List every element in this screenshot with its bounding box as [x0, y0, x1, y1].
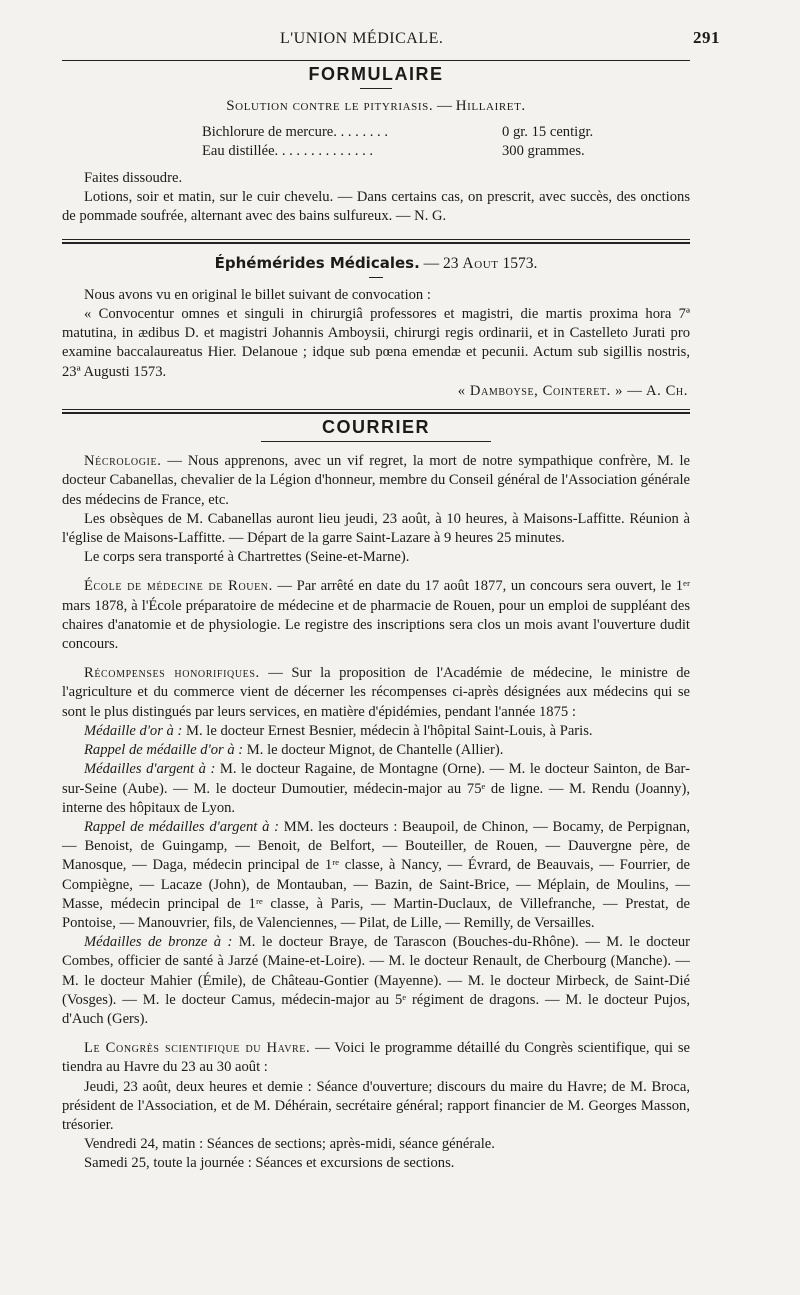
medaille-or-paragraph	[62, 722, 690, 741]
ephemerides-section	[62, 254, 690, 401]
ecole-paragraph	[62, 577, 690, 654]
necrologie-label: Nécrologie.	[84, 453, 162, 470]
title-underline	[360, 88, 392, 89]
medaille-or-label: Médaille d'or à :	[84, 722, 183, 739]
formula-heading-separator: —	[433, 98, 456, 115]
courrier-title: COURRIER	[321, 417, 430, 438]
formula-author: Hillairet.	[455, 98, 526, 115]
rappel-or-paragraph	[62, 741, 690, 760]
necrologie-paragraph	[62, 452, 690, 510]
recompenses-paragraph	[62, 664, 690, 722]
rappel-argent-text: MM. les docteurs : Beaupoil, de Chinon, — Bocamy, de Perpignan, — Benoist, de Guingamp, — Benoit, de Belfort, — Bouteiller, de Rouen, — Dauvergne père, de Manosque, — Daga, médecin principal de 1ʳᵉ classe, à Nancy, — Évrard, de Beauvais, — Fourrier, de Compiègne, — Lacaze (John), de Montauban, — Bazin, de Saint-Brice, — Méplain, de Moulins, — Masse, médecin principal de 1ʳᵉ classe, à Paris, — Martin-Duclaux, de Villefranche, — Prestat, de Pontoise, — Manouvrier, fils, de Valenciennes, — Pilat, de Lille, — Remilly, de Versailles.	[62, 818, 691, 931]
programme-jeudi: Jeudi, 23 août, deux heures et demie : Séance d'ouverture; discours du maire du Havre; de M. Broca, président de l'Association, et de M. Déhérain, secrétaire général; rapport financier de M. Georges Masson, trésorier.	[62, 1078, 690, 1133]
formula-name: Solution contre le pityriasis.	[226, 98, 434, 115]
page-number: 291	[693, 28, 720, 47]
ecole-label: École de médecine de Rouen.	[84, 578, 273, 595]
ingredient-row	[62, 142, 690, 161]
ingredient-amount: 0 gr. 15 centigr.	[502, 123, 594, 140]
programme-samedi: Samedi 25, toute la journée : Séances et excursions de sections.	[84, 1155, 455, 1172]
ephemerides-quote: « Convocentur omnes et singuli in chirurgiâ professores et magistri, die martis proxima hora 7ª matutina, in ædibus D. et magistri Johannis Amboysii, chirurgi regis ordinarii, et in Castelleto Jurati pro examine baccalaureatus Hier. Delanoue ; idque sub pœna emendæ et pecunii. Actum sub sigillis nostris, 23ª Augusti 1573.	[62, 306, 690, 380]
necrologie-text: — Nous apprenons, avec un vif regret, la mort de notre sympathique confrère, M. le docteur Cabanellas, chevalier de la Légion d'honneur, membre du Conseil général de l'Association générale des médecins de France, etc.	[62, 453, 690, 508]
section-divider	[62, 409, 690, 414]
medailles-argent-paragraph	[62, 760, 690, 818]
medailles-argent-text: M. le docteur Ragaine, de Montagne (Orne). — M. le docteur Sainton, de Bar-sur-Seine (Aube). — M. le docteur Dumoutier, médecin-major au 75ᵉ de ligne. — M. Rendu (Joanny), interne des hôpitaux de Lyon.	[62, 761, 690, 816]
title-underline	[369, 277, 383, 278]
header-rule	[62, 60, 690, 61]
ecole-text: — Par arrêté en date du 17 août 1877, un concours sera ouvert, le 1ᵉʳ mars 1878, à l'École préparatoire de médecine et de pharmacie de Rouen, pour un emploi de suppléant des chaires d'anatomie et de physiologie. Le registre des inscriptions sera clos un mois avant l'ouverture dudit concours.	[62, 578, 690, 653]
formulaire-section	[62, 65, 690, 226]
ephemerides-date-month: Aout	[462, 254, 499, 272]
programme-vendredi: Vendredi 24, matin : Séances de sections; après-midi, séance générale.	[84, 1136, 495, 1153]
formula-heading	[62, 97, 690, 116]
title-underline	[261, 441, 491, 442]
running-title: L'UNION MÉDICALE.	[280, 30, 444, 47]
recompenses-label: Récompenses honorifiques.	[84, 665, 260, 682]
recompenses-text: — Sur la proposition de l'Académie de médecine, le ministre de l'agriculture et du commerce vient de décerner les récompenses ci-après désignées aux médecins qui se sont le plus distingués par leurs services, en matière d'épidémies, pendant l'année 1875 :	[62, 665, 691, 720]
ephemerides-date-year: 1573.	[498, 254, 538, 272]
ephemerides-signature: « Damboyse, Cointeret. » — A. Ch.	[457, 382, 688, 399]
congres-text: — Voici le programme détaillé du Congrès scientifique, qui se tiendra au Havre du 23 au 30 août :	[62, 1040, 690, 1076]
corps-paragraph: Le corps sera transporté à Chartrettes (Seine-et-Marne).	[84, 549, 410, 566]
courrier-section	[62, 418, 690, 1174]
ingredient-row	[62, 123, 690, 142]
medailles-bronze-label: Médailles de bronze à :	[84, 934, 233, 951]
congres-label: Le Congrès scientifique du Havre.	[84, 1040, 311, 1057]
obseques-paragraph: Les obsèques de M. Cabanellas auront lieu jeudi, 23 août, à 10 heures, à Maisons-Laffitte. Réunion à l'église de Maisons-Laffitte. — Départ de la garre Saint-Lazare à 9 heures 25 minutes.	[62, 510, 690, 547]
ingredient-name: Bichlorure de mercure. . . . . . . .	[202, 123, 389, 140]
section-divider	[62, 239, 690, 244]
ephemerides-heading: Éphémérides Médicales.	[214, 253, 420, 272]
formula-instruction: Faites dissoudre.	[84, 170, 183, 187]
congres-paragraph	[62, 1039, 690, 1077]
rappel-argent-paragraph	[62, 818, 690, 933]
medailles-argent-label: Médailles d'argent à :	[84, 761, 216, 778]
ephemerides-date-prefix: — 23	[419, 254, 463, 272]
rappel-argent-label: Rappel de médailles d'argent à :	[84, 818, 280, 835]
ingredient-name: Eau distillée. . . . . . . . . . . . . .	[202, 142, 374, 159]
ephemerides-title	[62, 254, 690, 273]
rappel-or-label: Rappel de médaille d'or à :	[84, 742, 244, 759]
ingredient-amount: 300 grammes.	[502, 142, 585, 159]
medailles-bronze-paragraph	[62, 933, 690, 1029]
formula-body: Lotions, soir et matin, sur le cuir chevelu. — Dans certains cas, on prescrit, avec succès, des onctions de pommade soufrée, alternant avec des bains sulfureux. — N. G.	[62, 189, 690, 225]
formulaire-title: FORMULAIRE	[308, 64, 444, 85]
ephemerides-intro: Nous avons vu en original le billet suivant de convocation :	[84, 286, 431, 303]
running-head	[62, 28, 720, 48]
medailles-bronze-text: M. le docteur Braye, de Tarascon (Bouches-du-Rhône). — M. le docteur Combes, officier de santé à Jarzé (Maine-et-Loire). — M. le docteur Renault, de Cherbourg (Manche). — M. le docteur Mahier (Émile), de Château-Gontier (Mayenne). — M. le docteur Mirbeck, de Saint-Dié (Vosges). — M. le docteur Camus, médecin-major au 5ᵉ régiment de dragons. — M. le docteur Pujos, d'Auch (Gers).	[62, 934, 690, 1027]
medaille-or-text: M. le docteur Ernest Besnier, médecin à l'hôpital Saint-Louis, à Paris.	[182, 722, 593, 739]
rappel-or-text: M. le docteur Mignot, de Chantelle (Allier).	[243, 742, 504, 759]
